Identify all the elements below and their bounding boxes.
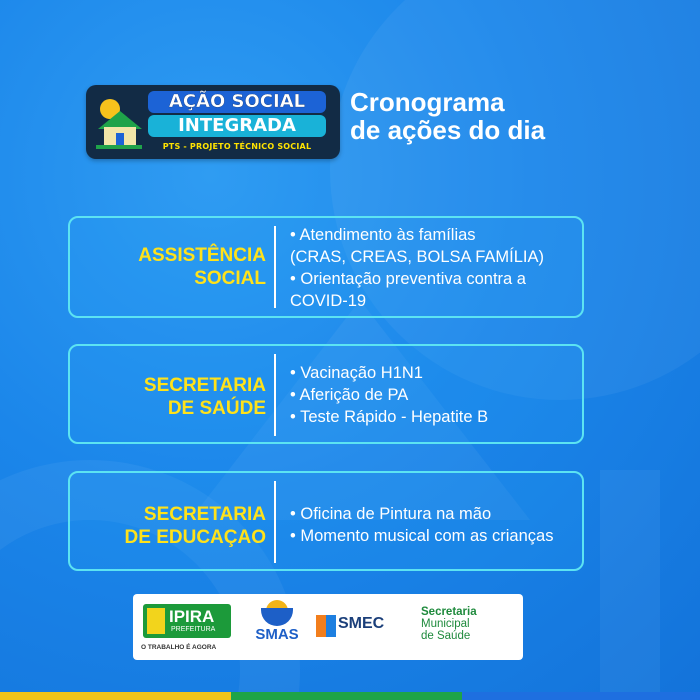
section-items (290, 503, 578, 547)
footer-logos (133, 594, 523, 660)
section-title (70, 374, 266, 420)
section-title-line: DE SAÚDE (167, 398, 266, 419)
divider (274, 226, 276, 308)
secretaria-saude-logo (421, 606, 517, 642)
bottom-color-strip (0, 692, 700, 700)
section-title-line: SECRETARIA (143, 504, 266, 525)
smec-name: SMEC (338, 615, 385, 632)
logo-line-2: INTEGRADA (148, 115, 326, 137)
ipira-subtitle: PREFEITURA (171, 626, 216, 633)
section-assistencia-social (68, 216, 584, 318)
list-item: • Orientação preventiva contra a (290, 270, 526, 288)
section-title (70, 503, 266, 549)
section-secretaria-saude (68, 344, 584, 444)
hands-icon (261, 608, 293, 626)
secretaria-line-1: Secretaria (421, 606, 477, 618)
list-item: • Aferição de PA (290, 386, 409, 404)
logo-subtitle: PTS - PROJETO TÉCNICO SOCIAL (162, 142, 312, 151)
section-items (290, 224, 578, 312)
secretaria-line-3: de Saúde (421, 630, 471, 642)
title-line-2: de ações do dia (350, 115, 546, 145)
list-item: • Oficina de Pintura na mão (290, 505, 492, 523)
bg-bar (600, 470, 660, 700)
ipira-name: IPIRA (169, 607, 215, 626)
list-item: (CRAS, CREAS, BOLSA FAMÍLIA) (290, 248, 544, 266)
list-item: • Vacinação H1N1 (290, 364, 423, 382)
ipira-slogan: O TRABALHO É AGORA (141, 644, 217, 651)
list-item: COVID-19 (290, 292, 367, 310)
flag-icon (147, 608, 165, 634)
title-line-1: Cronograma (350, 87, 505, 117)
divider (274, 481, 276, 563)
ipira-logo (143, 604, 231, 638)
section-title (70, 244, 266, 290)
house-icon (94, 95, 144, 151)
section-title-line: SOCIAL (194, 268, 266, 289)
list-item: • Atendimento às famílias (290, 226, 476, 244)
divider (274, 354, 276, 436)
section-title-line: SECRETARIA (143, 375, 266, 396)
page-title (350, 88, 610, 144)
smec-mark-icon (316, 615, 336, 637)
list-item: • Teste Rápido - Hepatite B (290, 408, 489, 426)
secretaria-line-2: Municipal (421, 618, 470, 630)
list-item: • Momento musical com as crianças (290, 527, 554, 545)
acao-social-logo (86, 85, 340, 159)
logo-line-1: AÇÃO SOCIAL (148, 91, 326, 113)
section-items (290, 362, 578, 428)
section-title-line: DE EDUCAÇAO (124, 527, 266, 548)
section-secretaria-educacao (68, 471, 584, 571)
smas-logo (249, 598, 305, 656)
section-title-line: ASSISTÊNCIA (138, 245, 266, 266)
smec-logo (316, 611, 408, 645)
smas-name: SMAS (255, 626, 299, 643)
